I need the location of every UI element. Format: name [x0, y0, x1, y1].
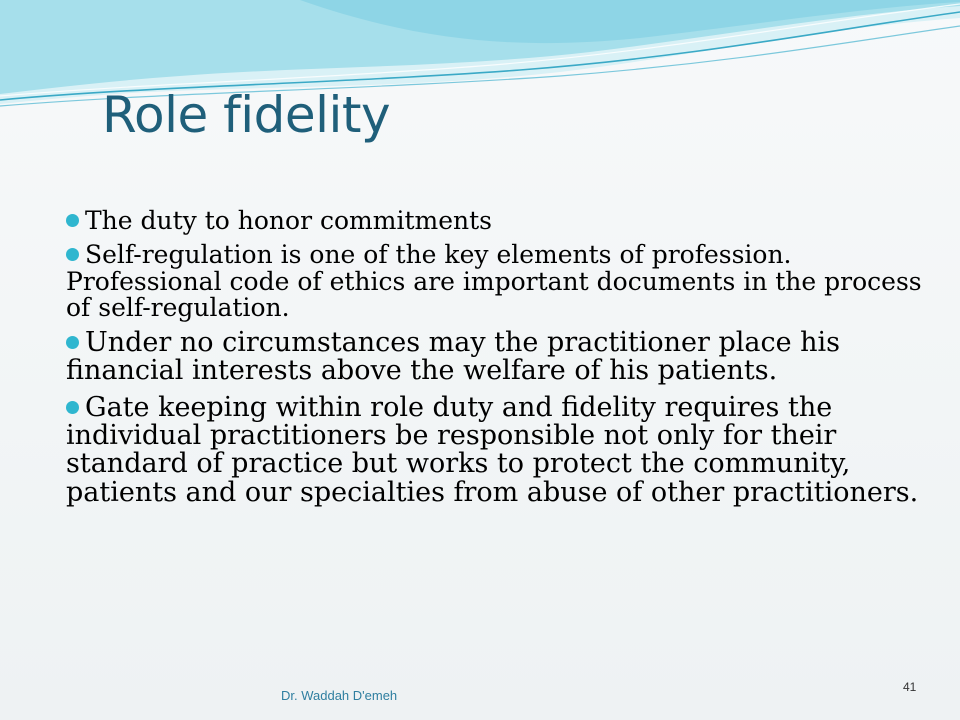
bullet-text-2: Self-regulation is one of the key elements of profession. Professional code of ethics are important documents in the process of self-regulation. — [66, 240, 922, 322]
bullet-dot-icon — [66, 401, 79, 414]
bullet-dot-icon — [66, 336, 79, 349]
bullet-dot-icon — [66, 214, 79, 227]
slide-title: Role fidelity — [102, 86, 391, 144]
bullet-text-4: Gate keeping within role duty and fidelity requires the individual practitioners be responsible not only for their standard of practice but works to protect the community, patients and our specialties from abuse of other practitioners. — [66, 391, 919, 508]
bullet-item-4 — [66, 391, 926, 508]
bullet-text-1: The duty to honor commitments — [85, 206, 492, 235]
bullet-dot-icon — [66, 248, 79, 261]
bullet-item-3 — [66, 329, 926, 386]
bullet-text-3: Under no circumstances may the practitioner place his financial interests above the welfare of his patients. — [66, 327, 841, 387]
page-number: 41 — [903, 680, 917, 694]
footer-author: Dr. Waddah D'emeh — [281, 688, 398, 703]
bullet-item-1 — [66, 208, 926, 234]
bullet-item-2 — [66, 242, 926, 321]
bullet-list — [66, 208, 926, 515]
